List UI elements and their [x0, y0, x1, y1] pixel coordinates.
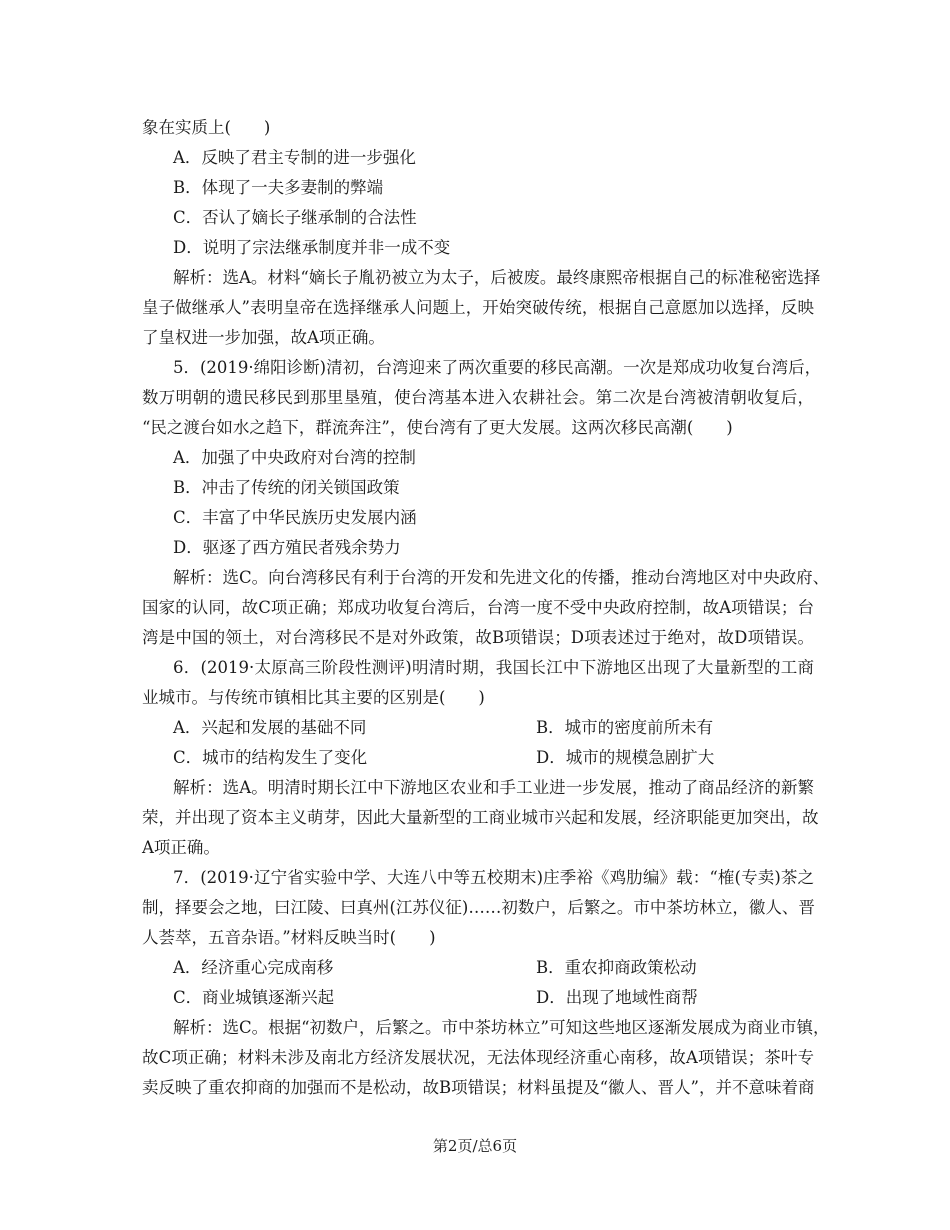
- question-stem-tail: 象在实质上( ): [142, 118, 271, 137]
- option-b: B．重农抑商政策松动: [536, 958, 697, 977]
- analysis-line: 荣，并出现了资本主义萌芽，因此大量新型的工商业城市兴起和发展，经济职能更加突出，故: [142, 808, 819, 827]
- analysis-line: 解析：选C。根据“初数户，后繁之。市中茶坊林立”可知这些地区逐渐发展成为商业市镇，: [173, 1018, 830, 1037]
- analysis-line: 皇子做继承人”表明皇帝在选择继承人问题上，开始突破传统，根据自己意愿加以选择，反映: [142, 298, 814, 317]
- option-a: A．加强了中央政府对台湾的控制: [173, 448, 416, 467]
- option-b: B．体现了一夫多妻制的弊端: [173, 178, 384, 197]
- analysis-line: 故C项正确；材料未涉及南北方经济发展状况，无法体现经济重心南移，故A项错误；茶叶专: [142, 1048, 814, 1067]
- analysis-line: 国家的认同，故C项正确；郑成功收复台湾后，台湾一度不受中央政府控制，故A项错误；台: [142, 598, 814, 617]
- question-stem: 数万明朝的遗民移民到那里垦殖，使台湾基本进入农耕社会。第二次是台湾被清朝收复后，: [142, 388, 814, 407]
- option-b: B．城市的密度前所未有: [536, 718, 714, 737]
- question-stem: 业城市。与传统市镇相比其主要的区别是( ): [142, 688, 485, 707]
- analysis-line: 了皇权进一步加强，故A项正确。: [142, 328, 385, 347]
- option-d: D．驱逐了西方殖民者残余势力: [173, 538, 401, 557]
- option-b: B．冲击了传统的闭关锁国政策: [173, 478, 400, 497]
- analysis-line: A项正确。: [142, 838, 220, 857]
- question-stem: “民之渡台如水之趋下，群流奔注”，使台湾有了更大发展。这两次移民高潮( ): [142, 418, 733, 437]
- analysis-line: 解析：选C。向台湾移民有利于台湾的开发和先进文化的传播，推动台湾地区对中央政府、: [173, 568, 830, 587]
- option-a: A．经济重心完成南移: [173, 958, 334, 977]
- option-c: C．丰富了中华民族历史发展内涵: [173, 508, 417, 527]
- option-d: D．说明了宗法继承制度并非一成不变: [173, 238, 451, 257]
- analysis-line: 湾是中国的领土，对台湾移民不是对外政策，故B项错误；D项表述过于绝对，故D项错误。: [142, 628, 814, 647]
- question-stem: 人荟萃，五音杂语。”材料反映当时( ): [142, 928, 436, 947]
- option-a: A．反映了君主专制的进一步强化: [173, 148, 416, 167]
- page-number: 第2页/总6页: [432, 1137, 518, 1155]
- option-d: D．城市的规模急剧扩大: [536, 748, 715, 767]
- question-stem: 5．(2019·绵阳诊断)清初，台湾迎来了两次重要的移民高潮。一次是郑成功收复台湾后，: [173, 358, 822, 377]
- question-stem: 7．(2019·辽宁省实验中学、大连八中等五校期末)庄季裕《鸡肋编》载：“榷(专卖)茶之: [173, 868, 814, 887]
- option-c: C．否认了嫡长子继承制的合法性: [173, 208, 417, 227]
- analysis-line: 卖反映了重农抑商的加强而不是松动，故B项错误；材料虽提及“徽人、晋人”，并不意味着商: [142, 1078, 815, 1097]
- question-stem: 制，择要会之地，曰江陵、曰真州(江苏仪征)……初数户，后繁之。市中茶坊林立，徽人、晋: [142, 898, 815, 917]
- option-a: A．兴起和发展的基础不同: [173, 718, 367, 737]
- analysis-line: 解析：选A。材料“嫡长子胤礽被立为太子，后被废。最终康熙帝根据自己的标准秘密选择: [173, 268, 821, 287]
- option-c: C．城市的结构发生了变化: [173, 748, 368, 767]
- option-c: C．商业城镇逐渐兴起: [173, 988, 335, 1007]
- question-stem: 6．(2019·太原高三阶段性测评)明清时期，我国长江中下游地区出现了大量新型的工商: [173, 658, 814, 677]
- option-d: D．出现了地域性商帮: [536, 988, 698, 1007]
- analysis-line: 解析：选A。明清时期长江中下游地区农业和手工业进一步发展，推动了商品经济的新繁: [173, 778, 814, 797]
